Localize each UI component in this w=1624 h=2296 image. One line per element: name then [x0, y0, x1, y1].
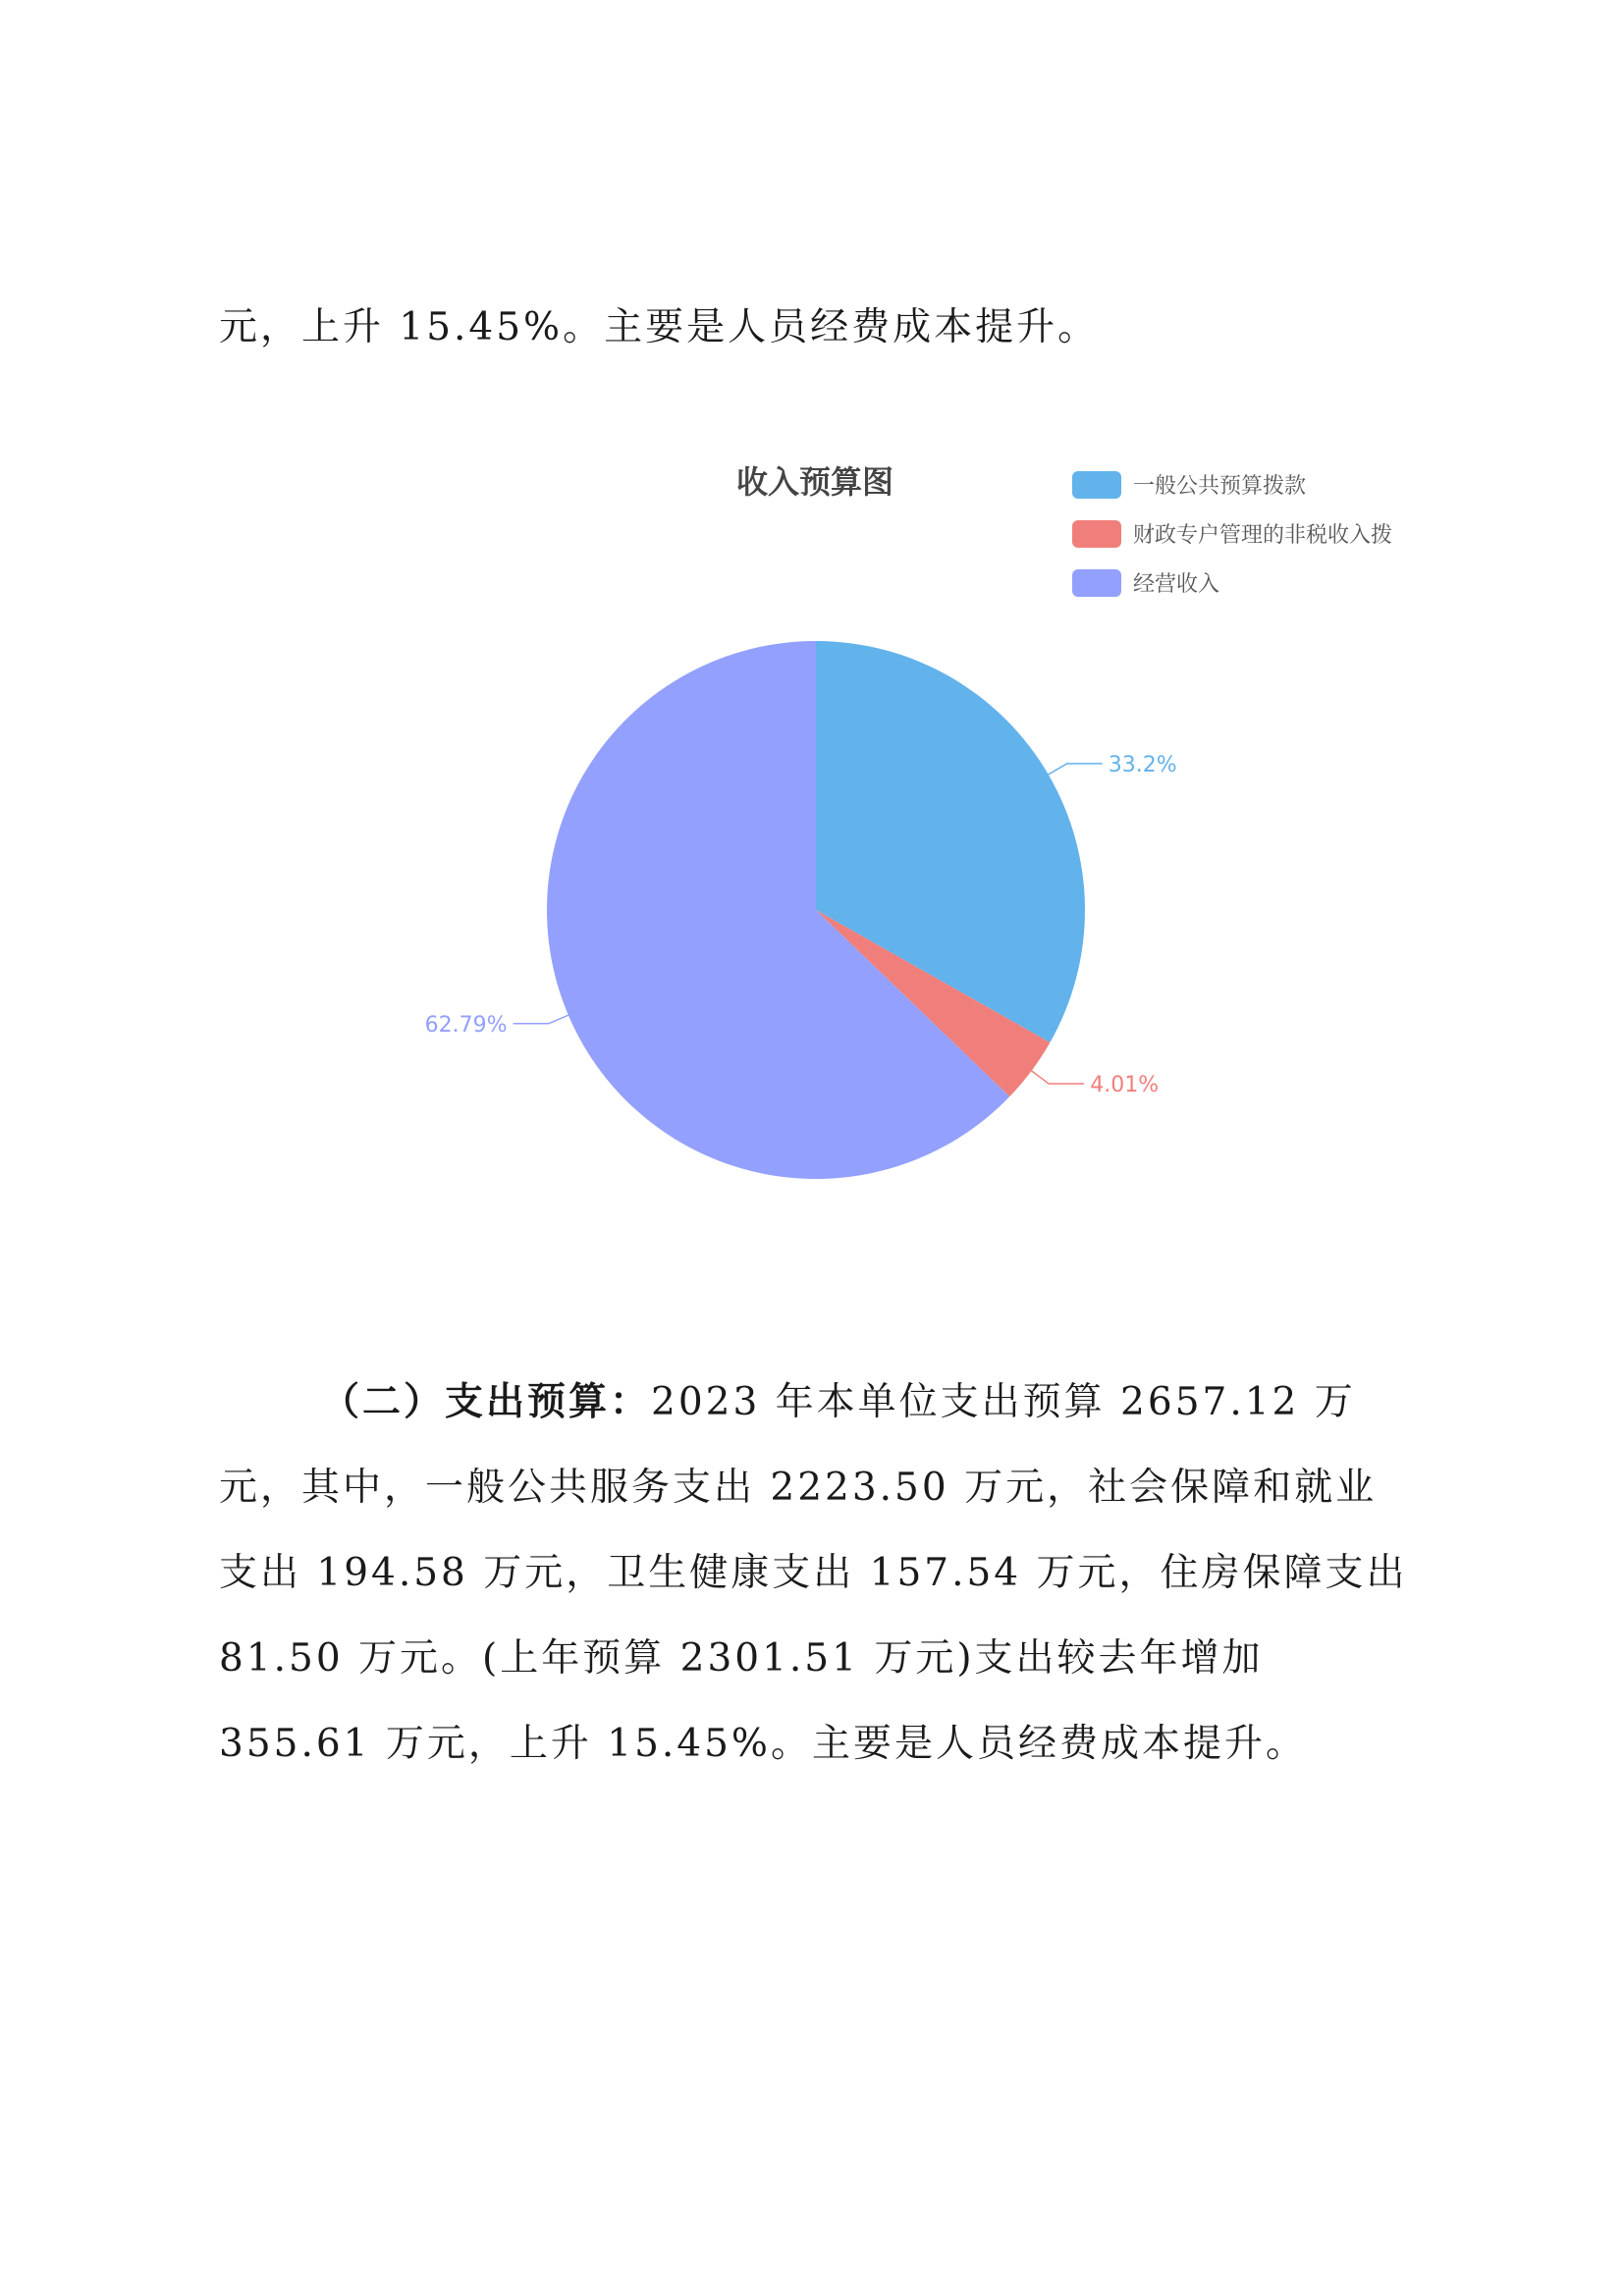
legend-label-series-2[interactable]: 财政专户管理的非税收入拨: [1133, 523, 1393, 548]
section-body: 2023 年本单位支出预算 2657.12 万元，其中，一般公共服务支出 2223.50 万元，社会保障和就业支出 194.58 万元，卫生健康支出 157.54 万元，住房保障支出 81.50 万元。(上年预算 2301.51 万元)支出较去年增加 355.61 万元，上升 15.45%。主要是人员经费成本提升。: [219, 1380, 1408, 1766]
expense-budget-paragraph: [219, 1360, 1412, 1787]
paragraph-continuation: 元，上升 15.45%。主要是人员经费成本提升。: [219, 305, 1100, 349]
section-heading: （二）支出预算：: [321, 1380, 652, 1424]
label-leader-series-1: [1049, 764, 1103, 774]
legend-label-series-1[interactable]: 一般公共预算拨款: [1133, 474, 1307, 499]
chart-title: 收入预算图: [735, 463, 894, 501]
legend-label-series-3[interactable]: 经营收入: [1133, 572, 1220, 597]
income-budget-pie-chart: [393, 432, 1434, 1217]
chart-legend: [1072, 471, 1392, 597]
data-label-series-2: 4.01%: [1090, 1073, 1160, 1098]
legend-swatch-series-3[interactable]: [1072, 569, 1121, 597]
data-label-series-1: 33.2%: [1108, 752, 1177, 777]
pie-slices: [547, 641, 1085, 1179]
pie-chart-svg: [393, 432, 1434, 1217]
label-leader-series-2: [1032, 1071, 1085, 1084]
label-leader-series-3: [514, 1015, 568, 1024]
legend-swatch-series-2[interactable]: [1072, 520, 1121, 548]
legend-swatch-series-1[interactable]: [1072, 471, 1121, 499]
data-label-series-3: 62.79%: [424, 1012, 508, 1038]
